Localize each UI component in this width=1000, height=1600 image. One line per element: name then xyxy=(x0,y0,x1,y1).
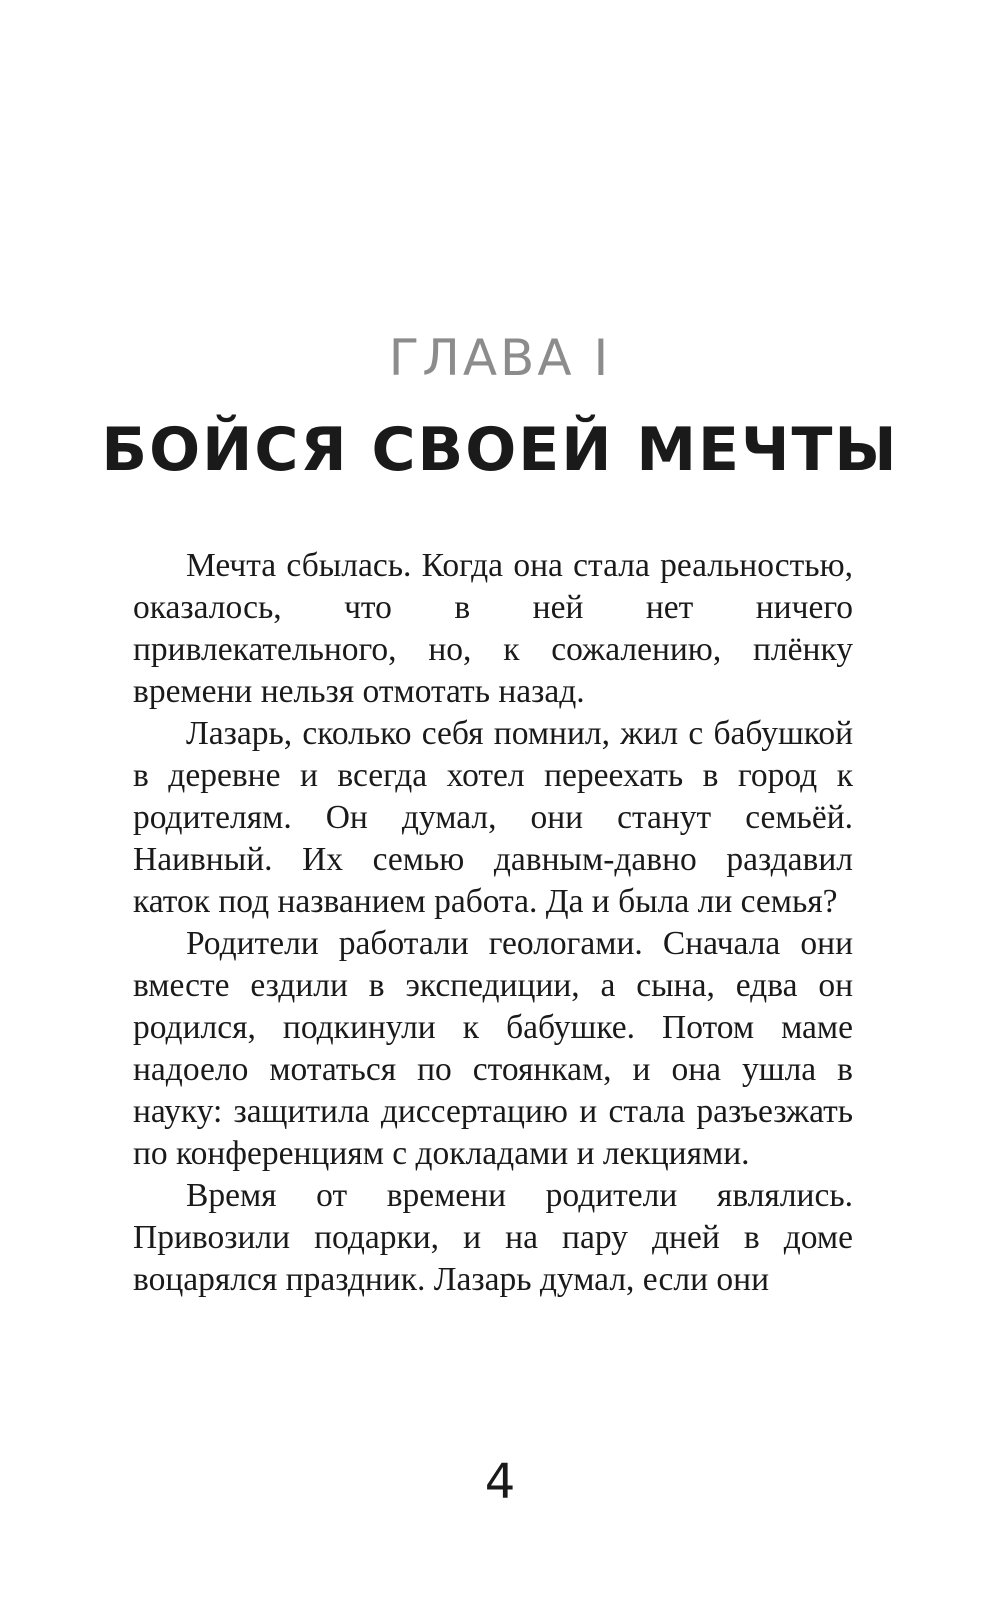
chapter-body xyxy=(133,545,853,1301)
paragraph: Лазарь, сколько себя помнил, жил с бабушкой в деревне и всегда хотел переехать в город к родителям. Он думал, они станут семьёй. Наивный. Их семью давным-давно раздавил каток под названием работа. Да и была ли семья? xyxy=(133,715,853,920)
paragraph: Мечта сбылась. Когда она стала реальностью, оказалось, что в ней нет ничего привлекательного, но, к сожалению, плёнку времени нельзя отмотать назад. xyxy=(133,547,853,710)
chapter-label: ГЛАВА I xyxy=(388,329,612,387)
paragraph: Время от времени родители являлись. Привозили подарки, и на пару дней в доме воцарялся праздник. Лазарь думал, если они xyxy=(133,1177,853,1298)
paragraph: Родители работали геологами. Сначала они вместе ездили в экспедиции, а сына, едва он родился, подкинули к бабушке. Потом маме надоело мотаться по стоянкам, и она ушла в науку: защитила диссертацию и стала разъезжать по конференциям с докладами и лекциями. xyxy=(133,925,853,1172)
chapter-title: БОЙСЯ СВОЕЙ МЕЧТЫ xyxy=(101,415,899,485)
page-number: 4 xyxy=(484,1454,516,1510)
